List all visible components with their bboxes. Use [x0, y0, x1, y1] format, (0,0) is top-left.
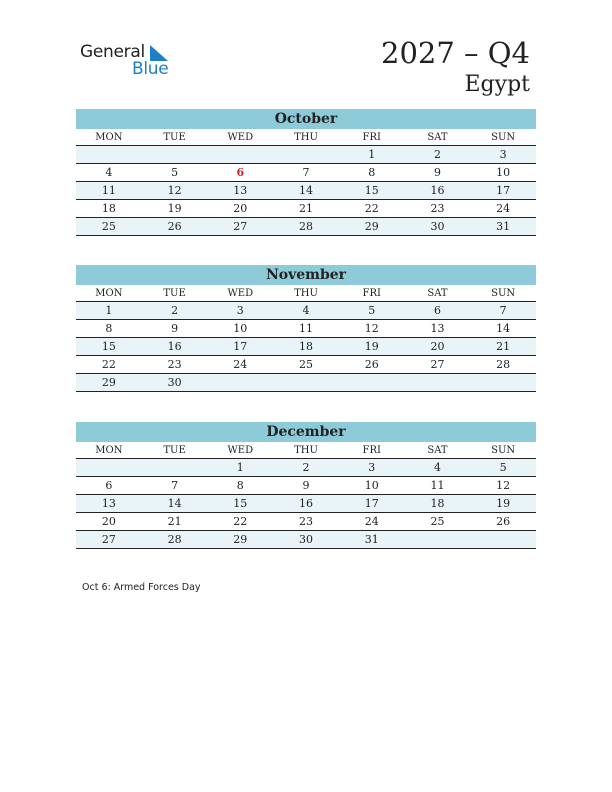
- day-cell: 9: [302, 479, 310, 492]
- week-row: [76, 146, 536, 164]
- day-cell: [405, 531, 471, 548]
- month-calendar-december: [76, 422, 536, 549]
- day-cell: 22: [364, 202, 379, 215]
- day-cell: 20: [430, 340, 445, 353]
- weekday-label: TUE: [163, 132, 186, 143]
- day-cell: 14: [496, 322, 511, 335]
- day-cell: 8: [105, 322, 113, 335]
- day-cell: [470, 374, 536, 391]
- day-cell: 3: [368, 461, 376, 474]
- day-cell: 4: [105, 166, 113, 179]
- week-row: [76, 356, 536, 374]
- day-cell: 22: [101, 358, 116, 371]
- holiday-note: Oct 6: Armed Forces Day: [82, 582, 201, 593]
- day-cell: 4: [302, 304, 310, 317]
- weekday-label: TUE: [163, 445, 186, 456]
- day-cell: 15: [101, 340, 116, 353]
- day-cell: 13: [430, 322, 445, 335]
- day-cell: 11: [430, 479, 445, 492]
- weekday-label: FRI: [362, 288, 381, 299]
- day-cell: 16: [299, 497, 314, 510]
- month-title: October: [76, 109, 536, 129]
- day-cell: 3: [499, 148, 507, 161]
- day-cell: 28: [167, 533, 182, 546]
- day-cell: 19: [167, 202, 182, 215]
- day-cell: 17: [496, 184, 511, 197]
- day-cell: 10: [233, 322, 248, 335]
- day-cell: 6: [105, 479, 113, 492]
- day-cell: 29: [233, 533, 248, 546]
- logo-text-blue: Blue: [132, 59, 169, 79]
- day-cell: 15: [233, 497, 248, 510]
- weekday-label: MON: [95, 132, 123, 143]
- day-cell: [273, 374, 339, 391]
- day-cell: 13: [233, 184, 248, 197]
- day-cell: 1: [105, 304, 113, 317]
- day-cell: 2: [433, 148, 441, 161]
- weekday-header-row: [76, 442, 536, 459]
- week-row: [76, 200, 536, 218]
- day-cell: 26: [364, 358, 379, 371]
- day-cell: 11: [101, 184, 116, 197]
- day-cell: 14: [167, 497, 182, 510]
- day-cell: [207, 146, 273, 163]
- day-cell: 7: [302, 166, 310, 179]
- week-row: [76, 459, 536, 477]
- day-cell: [142, 459, 208, 476]
- day-cell: 1: [368, 148, 376, 161]
- day-cell: 21: [167, 515, 182, 528]
- day-cell: 9: [171, 322, 179, 335]
- month-title: November: [76, 265, 536, 285]
- day-cell: [405, 374, 471, 391]
- day-cell: 10: [364, 479, 379, 492]
- day-cell: 5: [368, 304, 376, 317]
- day-cell: 20: [233, 202, 248, 215]
- day-cell: 17: [364, 497, 379, 510]
- day-cell: 4: [433, 461, 441, 474]
- day-cell: 23: [299, 515, 314, 528]
- day-cell: 3: [236, 304, 244, 317]
- holiday-notes: [82, 582, 201, 593]
- day-cell: 19: [496, 497, 511, 510]
- day-cell: 16: [167, 340, 182, 353]
- day-cell: 1: [236, 461, 244, 474]
- day-cell: 30: [430, 220, 445, 233]
- day-cell: 17: [233, 340, 248, 353]
- day-cell: 2: [302, 461, 310, 474]
- day-cell: 28: [299, 220, 314, 233]
- week-row: [76, 477, 536, 495]
- weekday-header-row: [76, 285, 536, 302]
- weekday-label: THU: [294, 288, 318, 299]
- day-cell: 14: [299, 184, 314, 197]
- day-cell: 8: [368, 166, 376, 179]
- day-cell: [470, 531, 536, 548]
- weekday-label: SAT: [427, 445, 448, 456]
- day-cell: [76, 146, 142, 163]
- day-cell: 18: [430, 497, 445, 510]
- country-name: Egypt: [464, 72, 530, 97]
- day-cell: 10: [496, 166, 511, 179]
- day-cell: 13: [101, 497, 116, 510]
- week-row: [76, 164, 536, 182]
- weekday-label: SAT: [427, 132, 448, 143]
- day-cell: 19: [364, 340, 379, 353]
- day-cell: 6: [433, 304, 441, 317]
- day-cell: 15: [364, 184, 379, 197]
- day-cell: 31: [496, 220, 511, 233]
- weekday-label: SAT: [427, 288, 448, 299]
- month-title: December: [76, 422, 536, 442]
- day-cell: 25: [299, 358, 314, 371]
- day-cell: 29: [101, 376, 116, 389]
- weekday-label: MON: [95, 288, 123, 299]
- day-cell: 5: [171, 166, 179, 179]
- weekday-label: THU: [294, 132, 318, 143]
- day-cell: 24: [364, 515, 379, 528]
- day-cell: 9: [433, 166, 441, 179]
- day-cell: 12: [167, 184, 182, 197]
- day-cell: 29: [364, 220, 379, 233]
- day-cell: 11: [299, 322, 314, 335]
- day-cell: 22: [233, 515, 248, 528]
- weekday-label: SUN: [491, 288, 516, 299]
- day-cell: 24: [233, 358, 248, 371]
- day-cell: [273, 146, 339, 163]
- generalblue-logo: [80, 42, 180, 82]
- day-cell: 27: [101, 533, 116, 546]
- day-cell: 21: [299, 202, 314, 215]
- day-cell: 20: [101, 515, 116, 528]
- day-cell: 26: [167, 220, 182, 233]
- month-calendar-october: [76, 109, 536, 236]
- weekday-label: FRI: [362, 132, 381, 143]
- day-cell: 7: [171, 479, 179, 492]
- weekday-label: SUN: [491, 132, 516, 143]
- logo-text-general: General: [80, 42, 145, 62]
- weekday-label: FRI: [362, 445, 381, 456]
- day-cell: [207, 374, 273, 391]
- day-cell: 18: [101, 202, 116, 215]
- weekday-label: MON: [95, 445, 123, 456]
- day-cell: 18: [299, 340, 314, 353]
- week-row: [76, 495, 536, 513]
- day-cell: [76, 459, 142, 476]
- day-cell: 8: [236, 479, 244, 492]
- week-row: [76, 338, 536, 356]
- page-title: 2027 – Q4: [381, 36, 530, 70]
- month-calendar-november: [76, 265, 536, 392]
- day-cell: 24: [496, 202, 511, 215]
- day-cell: 23: [167, 358, 182, 371]
- day-cell: 28: [496, 358, 511, 371]
- weekday-header-row: [76, 129, 536, 146]
- week-row: [76, 374, 536, 392]
- week-row: [76, 513, 536, 531]
- day-cell: 7: [499, 304, 507, 317]
- day-cell: 23: [430, 202, 445, 215]
- week-row: [76, 302, 536, 320]
- day-cell: 21: [496, 340, 511, 353]
- day-cell: 16: [430, 184, 445, 197]
- week-row: [76, 320, 536, 338]
- day-cell: 26: [496, 515, 511, 528]
- day-cell: 25: [101, 220, 116, 233]
- day-cell: 2: [171, 304, 179, 317]
- day-cell: 5: [499, 461, 507, 474]
- weekday-label: TUE: [163, 288, 186, 299]
- day-cell: 27: [233, 220, 248, 233]
- weekday-label: WED: [227, 445, 254, 456]
- week-row: [76, 182, 536, 200]
- day-cell: 30: [167, 376, 182, 389]
- day-cell: 31: [364, 533, 379, 546]
- day-cell: 12: [364, 322, 379, 335]
- day-cell: [339, 374, 405, 391]
- day-cell: 27: [430, 358, 445, 371]
- day-cell: 12: [496, 479, 511, 492]
- weekday-label: THU: [294, 445, 318, 456]
- day-cell: 25: [430, 515, 445, 528]
- holiday-day-cell: 6: [236, 166, 245, 179]
- weekday-label: WED: [227, 132, 254, 143]
- week-row: [76, 531, 536, 549]
- week-row: [76, 218, 536, 236]
- day-cell: [142, 146, 208, 163]
- day-cell: 30: [299, 533, 314, 546]
- weekday-label: WED: [227, 288, 254, 299]
- weekday-label: SUN: [491, 445, 516, 456]
